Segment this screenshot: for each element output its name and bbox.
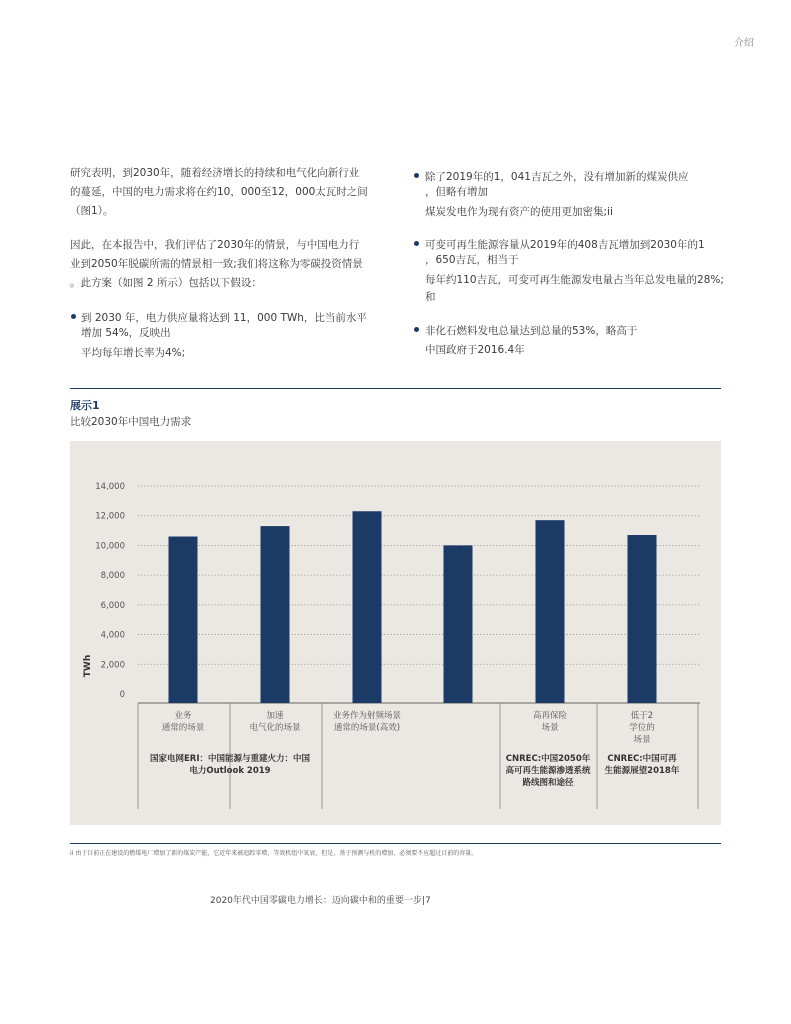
right-bullet-3 <box>425 324 637 358</box>
right-bullet-2 <box>425 238 724 305</box>
text-line: ，650吉瓦，相当于 <box>425 254 519 266</box>
source-label: 电力Outlook 2019 <box>189 766 271 776</box>
bullet-dot-icon <box>414 173 419 178</box>
chart-panel <box>70 441 721 825</box>
section-header: 介绍 <box>734 38 754 49</box>
y-tick-label: 6,000 <box>100 600 125 611</box>
x-category-label: 业务 <box>174 711 192 721</box>
exhibit-title: 展示1 <box>70 399 100 412</box>
y-tick-label: 0 <box>119 690 125 700</box>
text-line: 的蔓延，中国的电力需求将在约10，000至12，000太瓦时之间 <box>70 186 368 198</box>
right-bullet-1 <box>425 170 688 220</box>
x-category-label: 场景 <box>541 723 559 733</box>
source-label: 国家电网ERI：中国能源与重建火力：中国 <box>149 754 311 764</box>
footnote: ii 由于目前正在建设的燃煤电厂增加了新的煤炭产能，它近年来被追踪零增，等效机组中氧衰，但是，基于预测与机的增加，必须要不应超过目前的容量。 <box>70 850 478 857</box>
source-label: 高可再生能源渗透系统 <box>505 766 591 776</box>
bar <box>353 511 382 703</box>
source-label: CNREC:中国可再 <box>607 754 677 764</box>
bullet-dot-icon <box>71 314 76 319</box>
exhibit-subtitle: 比较2030年中国电力需求 <box>70 416 192 428</box>
bar <box>444 545 473 703</box>
text-line: 。此方案（如图 2 所示）包括以下假设： <box>70 277 262 289</box>
bar <box>169 537 198 703</box>
y-tick-label: 8,000 <box>100 571 125 582</box>
y-tick-label: 10,000 <box>95 541 125 552</box>
text-line: 煤炭发电作为现有资产的使用更加密集;ii <box>425 206 613 218</box>
x-category-label: 高再保险 <box>532 711 568 721</box>
x-category-label: 加速 <box>266 711 284 721</box>
left-paragraph-2 <box>70 236 363 293</box>
x-category-label: 通常的场景 <box>161 723 205 733</box>
x-category-label: 通常的场景(高效) <box>333 723 401 733</box>
bullet-dot-icon <box>414 241 419 246</box>
text-line: 增加 54%，反映出 <box>81 327 171 339</box>
y-tick-label: 2,000 <box>100 660 125 671</box>
bar <box>628 535 657 703</box>
x-category-label: 电气化的场景 <box>249 723 301 733</box>
text-line: 非化石燃料发电总量达到总量的53%，略高于 <box>425 325 638 337</box>
text-line: 和 <box>425 291 436 303</box>
text-line: 每年约110吉瓦，可变可再生能源发电量占当年总发电量的28%; <box>425 274 724 286</box>
x-category-label: 场景 <box>633 735 651 745</box>
text-line: 因此，在本报告中，我们评估了2030年的情景，与中国电力行 <box>70 239 360 251</box>
text-line: 业到2050年脱碳所需的情景相一致;我们将这称为零碳投资情景 <box>70 258 363 270</box>
text-line: 除了2019年的1，041吉瓦之外，没有增加新的煤炭供应 <box>425 171 689 183</box>
y-tick-label: 12,000 <box>95 511 125 522</box>
text-line: （图1）。 <box>70 205 114 217</box>
y-axis-label: TWh <box>83 654 93 678</box>
left-paragraph-1 <box>70 164 368 221</box>
text-line: 平均每年增长率为4%; <box>81 347 186 359</box>
y-tick-label: 4,000 <box>100 630 125 641</box>
text-line: 到 2030 年，电力供应量将达到 11，000 TWh，比当前水平 <box>81 312 367 324</box>
source-label: 生能源展望2018年 <box>604 766 680 776</box>
x-category-label: 业务作为射频场景 <box>332 711 402 721</box>
text-line: 中国政府于2016.4年 <box>425 344 525 356</box>
text-line: 研究表明，到2030年，随着经济增长的持续和电气化向新行业 <box>70 167 360 179</box>
bar <box>261 526 290 703</box>
exhibit-bottom-rule <box>70 843 721 844</box>
text-line: 可变可再生能源容量从2019年的408吉瓦增加到2030年的1 <box>425 239 705 251</box>
page-footer: 2020年代中国零碳电力增长：迈向碳中和的重要一步|7 <box>210 896 431 906</box>
bar-chart <box>70 441 721 825</box>
source-label: 路线图和途径 <box>522 778 574 788</box>
x-category-label: 低于2 <box>630 711 654 721</box>
bar <box>536 520 565 703</box>
left-bullet-1 <box>81 311 367 361</box>
text-line: ，但略有增加 <box>425 186 488 198</box>
y-tick-label: 14,000 <box>95 482 125 492</box>
source-label: CNREC:中国2050年 <box>505 754 591 764</box>
exhibit-top-rule <box>70 388 721 389</box>
bullet-dot-icon <box>414 327 419 332</box>
x-category-label: 学位的 <box>629 723 655 733</box>
